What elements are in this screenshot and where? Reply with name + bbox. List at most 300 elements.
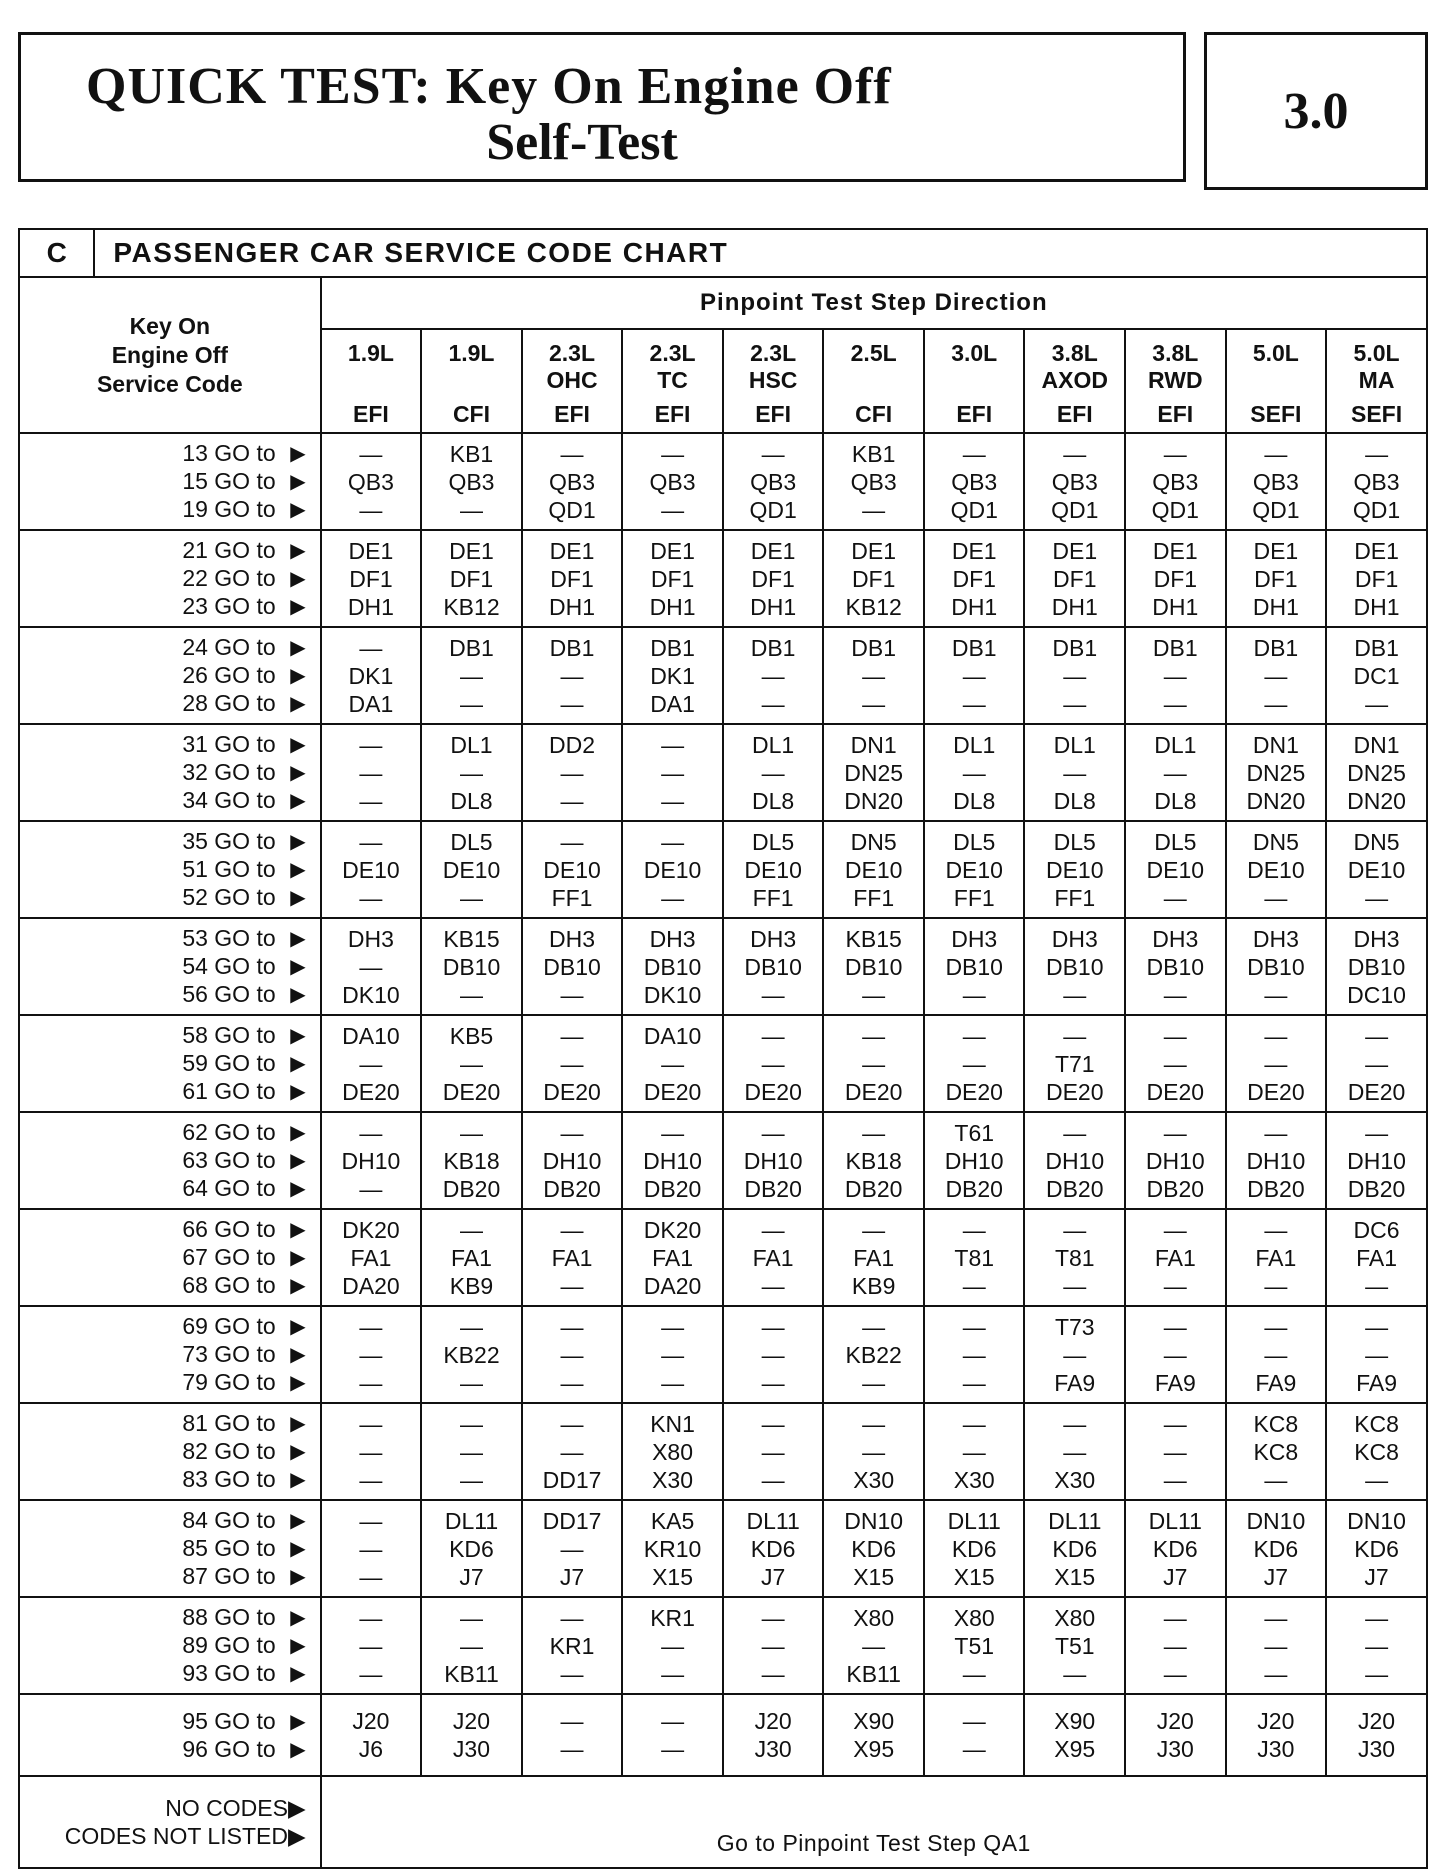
pinpoint-step-value: FA1 (853, 1244, 895, 1271)
engine-column-header (723, 329, 824, 433)
pinpoint-step-cell (823, 821, 924, 918)
pinpoint-step-value: KB12 (443, 593, 500, 620)
service-code-line (20, 1660, 306, 1688)
pinpoint-step-cell (823, 1015, 924, 1112)
pinpoint-step-cell (924, 1306, 1025, 1403)
pinpoint-step-value: DB1 (1052, 634, 1098, 661)
arrow-right-icon: ▶ (290, 1607, 306, 1629)
pinpoint-step-value: — (761, 662, 785, 689)
pinpoint-step-value: — (862, 496, 886, 523)
engine-displacement (1227, 340, 1326, 367)
pinpoint-step-cell (723, 530, 824, 627)
pinpoint-step-cell (1326, 1403, 1427, 1500)
service-code-number: 67 (182, 1244, 208, 1270)
pinpoint-step-value: — (1365, 1313, 1389, 1340)
pinpoint-step-value: — (1264, 1632, 1288, 1659)
pinpoint-step-value: — (1163, 1050, 1187, 1077)
service-code-number: 59 (182, 1050, 208, 1076)
service-code-number: 32 (182, 759, 208, 785)
go-to-label: GO to (214, 1369, 276, 1395)
pinpoint-step-value: — (761, 1438, 785, 1465)
pinpoint-step-value: — (1264, 1604, 1288, 1631)
engine-fuel-system: EFI (353, 401, 389, 427)
engine-fuel-system: SEFI (1351, 401, 1403, 427)
pinpoint-step-value: — (761, 440, 785, 467)
pinpoint-step-value: DA20 (643, 1272, 702, 1299)
pinpoint-step-value: J7 (1364, 1563, 1389, 1590)
go-to-label: GO to (214, 1341, 276, 1367)
pinpoint-step-value: FF1 (953, 884, 995, 911)
pinpoint-step-cell (723, 627, 824, 724)
pinpoint-step-value: — (459, 884, 483, 911)
pinpoint-step-value: KR1 (650, 1604, 695, 1631)
pinpoint-step-cell (421, 1403, 522, 1500)
service-code-line (20, 593, 306, 621)
service-code-line (20, 981, 306, 1009)
pinpoint-step-value: X30 (953, 1466, 995, 1493)
pinpoint-step-value: DH3 (951, 925, 998, 952)
pinpoint-step-cell (924, 1112, 1025, 1209)
pinpoint-step-value: FF1 (853, 884, 895, 911)
pinpoint-step-value: DL8 (1154, 787, 1197, 814)
pinpoint-step-value: — (560, 1410, 584, 1437)
pinpoint-step-cell (622, 530, 723, 627)
pinpoint-step-value: DK1 (650, 662, 695, 689)
go-to-label: GO to (214, 1078, 276, 1104)
pinpoint-step-value: — (359, 1507, 383, 1534)
go-to-label: GO to (214, 1507, 276, 1533)
pinpoint-step-cell (1226, 1306, 1327, 1403)
pinpoint-step-value: QB3 (347, 468, 394, 495)
service-code-line (20, 565, 306, 593)
pinpoint-step-cell (1125, 1015, 1226, 1112)
pinpoint-step-value: KB22 (845, 1341, 902, 1368)
pinpoint-step-value: DL1 (1053, 731, 1096, 758)
service-code-line (20, 731, 306, 759)
pinpoint-step-cell (1125, 821, 1226, 918)
pinpoint-step-value: — (459, 759, 483, 786)
pinpoint-step-value: DE20 (945, 1078, 1003, 1105)
pinpoint-step-cell (1024, 433, 1125, 530)
pinpoint-step-value: X95 (1054, 1736, 1096, 1762)
engine-displacement (1025, 340, 1124, 394)
pinpoint-step-cell (823, 1500, 924, 1597)
code-header-line: Service Code (96, 370, 243, 397)
pinpoint-step-value: DB1 (1354, 634, 1399, 661)
arrow-right-icon: ▶ (290, 1025, 306, 1047)
service-code-line (20, 1050, 306, 1078)
service-code-line (20, 1466, 306, 1494)
pinpoint-step-cell (723, 1015, 824, 1112)
pinpoint-step-value: — (661, 1119, 685, 1146)
pinpoint-step-value: DE10 (1146, 856, 1205, 883)
pinpoint-step-value: DF1 (1053, 565, 1097, 592)
pinpoint-step-value: FA9 (1255, 1369, 1297, 1396)
arrow-right-icon: ▶ (290, 734, 306, 756)
pinpoint-step-cell (924, 1403, 1025, 1500)
pinpoint-step-value: — (359, 1535, 383, 1562)
service-code-number: 62 (182, 1119, 208, 1145)
pinpoint-step-cell (522, 1015, 623, 1112)
pinpoint-step-value: DB10 (543, 953, 601, 980)
pinpoint-step-cell (421, 1597, 522, 1694)
pinpoint-step-value: DH3 (750, 925, 797, 952)
service-code-line (20, 1438, 306, 1466)
pinpoint-step-cell (1125, 627, 1226, 724)
go-to-label: GO to (214, 634, 276, 660)
pinpoint-step-value: X30 (853, 1466, 895, 1493)
arrow-right-icon: ▶ (290, 1316, 306, 1338)
pinpoint-step-value: DK1 (348, 662, 394, 689)
pinpoint-step-value: QB3 (448, 468, 495, 495)
arrow-right-icon: ▶ (290, 984, 306, 1006)
pinpoint-step-value: DF1 (1354, 565, 1399, 592)
engine-displacement (1126, 340, 1225, 394)
pinpoint-step-value: KB1 (851, 440, 896, 467)
table-row (19, 1306, 1427, 1403)
pinpoint-step-cell (1326, 433, 1427, 530)
pinpoint-step-cell (622, 918, 723, 1015)
service-code-cell (19, 918, 321, 1015)
pinpoint-step-value: — (1365, 1660, 1389, 1687)
pinpoint-step-value: — (459, 1438, 483, 1465)
engine-displacement (322, 340, 421, 367)
pinpoint-step-value: DN20 (1246, 787, 1306, 814)
pinpoint-step-value: DE1 (449, 537, 494, 564)
service-code-number: 79 (182, 1369, 208, 1395)
pinpoint-step-value: J7 (459, 1563, 484, 1590)
go-to-label: GO to (214, 1216, 276, 1242)
pinpoint-step-cell (924, 530, 1025, 627)
service-code-number: 54 (182, 953, 208, 979)
service-code-number: 93 (182, 1660, 208, 1686)
pinpoint-step-value: DL11 (1148, 1507, 1202, 1534)
pinpoint-step-value: — (1264, 690, 1288, 717)
pinpoint-step-value: FA1 (752, 1244, 794, 1271)
go-to-label: GO to (214, 1604, 276, 1630)
service-code-number: 21 (182, 537, 208, 563)
table-row (19, 1015, 1427, 1112)
pinpoint-step-value: DB10 (643, 953, 702, 980)
table-row (19, 1597, 1427, 1694)
pinpoint-step-value: — (1365, 1632, 1389, 1659)
service-code-line (20, 884, 306, 912)
arrow-right-icon: ▶ (290, 596, 306, 618)
pinpoint-step-value: J6 (358, 1736, 384, 1762)
pinpoint-step-value: — (359, 828, 383, 855)
pinpoint-step-value: DB10 (945, 953, 1003, 980)
service-code-number: 69 (182, 1313, 208, 1339)
pinpoint-step-cell (723, 1209, 824, 1306)
arrow-right-icon: ▶ (290, 665, 306, 687)
pinpoint-step-value: — (459, 662, 483, 689)
service-code-line (20, 690, 306, 718)
service-code-line (20, 1563, 306, 1591)
pinpoint-step-cell (1125, 1112, 1226, 1209)
pinpoint-step-value: — (560, 1438, 584, 1465)
table-row (19, 1500, 1427, 1597)
pinpoint-step-value: — (359, 1466, 383, 1493)
pinpoint-step-value: DN5 (850, 828, 897, 855)
pinpoint-step-value: DE20 (643, 1078, 702, 1105)
pinpoint-step-cell (924, 1597, 1025, 1694)
pinpoint-step-cell (321, 1500, 422, 1597)
engine-label-line: AXOD (1041, 367, 1108, 393)
pinpoint-step-value: — (359, 1313, 383, 1340)
pinpoint-step-value: KD6 (1052, 1535, 1098, 1562)
section-number: 3.0 (1204, 32, 1428, 190)
pinpoint-step-value: DE10 (543, 856, 601, 883)
engine-label-line: 2.3L (750, 340, 797, 366)
pinpoint-step-value: — (359, 731, 383, 758)
pinpoint-step-value: — (1264, 1313, 1288, 1340)
pinpoint-step-value: QB3 (549, 468, 596, 495)
pinpoint-step-value: DL8 (1053, 787, 1096, 814)
service-code-chart (18, 228, 1428, 1869)
service-code-number: 81 (182, 1410, 208, 1436)
pinpoint-step-value: — (1264, 981, 1288, 1008)
pinpoint-step-value: — (1264, 884, 1288, 911)
pinpoint-step-cell (522, 724, 623, 821)
go-to-label: GO to (214, 1147, 276, 1173)
pinpoint-step-value: KD6 (1152, 1535, 1198, 1562)
service-code-line (20, 1022, 306, 1050)
service-code-number: 23 (182, 593, 208, 619)
pinpoint-step-cell (823, 1597, 924, 1694)
pinpoint-step-value: X30 (652, 1466, 694, 1493)
pinpoint-step-value: DH10 (643, 1147, 702, 1174)
pinpoint-step-value: DE1 (750, 537, 796, 564)
arrow-right-icon: ▶ (287, 1822, 306, 1849)
arrow-right-icon: ▶ (290, 1441, 306, 1463)
pinpoint-step-value: DH3 (1152, 925, 1199, 952)
pinpoint-step-value: DN20 (1347, 787, 1406, 814)
engine-column-header (1226, 329, 1327, 433)
go-to-label: GO to (214, 1735, 276, 1762)
pinpoint-step-value: — (1264, 662, 1288, 689)
pinpoint-step-cell (1226, 1209, 1327, 1306)
engine-label-line: 5.0L (1353, 340, 1400, 366)
pinpoint-step-cell (1326, 918, 1427, 1015)
engine-label-line: 3.8L (1051, 340, 1098, 366)
pinpoint-step-cell (421, 1500, 522, 1597)
pinpoint-step-value: DE20 (1247, 1078, 1305, 1105)
engine-fuel-system: CFI (855, 401, 893, 427)
pinpoint-step-value: T71 (1054, 1050, 1095, 1077)
pinpoint-step-cell (823, 1209, 924, 1306)
pinpoint-step-cell (622, 724, 723, 821)
pinpoint-step-value: FF1 (1054, 884, 1096, 911)
pinpoint-step-value: DK20 (643, 1216, 702, 1243)
service-code-line (20, 828, 306, 856)
pinpoint-step-value: — (359, 496, 383, 523)
pinpoint-step-value: — (962, 1022, 986, 1049)
pinpoint-step-value: — (1264, 1660, 1288, 1687)
pinpoint-step-cell (522, 530, 623, 627)
service-code-number: 85 (182, 1535, 208, 1561)
pinpoint-step-value: FF1 (752, 884, 794, 911)
engine-column-header (924, 329, 1025, 433)
pinpoint-step-cell (1226, 1112, 1327, 1209)
table-row (19, 627, 1427, 724)
pinpoint-step-value: J30 (1358, 1736, 1396, 1762)
pinpoint-step-value: DB10 (442, 953, 501, 980)
service-code-line (20, 1119, 306, 1147)
pinpoint-step-value: — (560, 690, 584, 717)
pinpoint-step-value: — (1264, 440, 1288, 467)
engine-displacement (1327, 340, 1426, 394)
pinpoint-step-value: — (862, 1410, 886, 1437)
pinpoint-step-cell (522, 1306, 623, 1403)
pinpoint-step-cell (1024, 1597, 1125, 1694)
pinpoint-step-value: DE1 (549, 537, 595, 564)
go-to-label: GO to (214, 731, 276, 757)
pinpoint-step-cell (924, 1015, 1025, 1112)
pinpoint-step-value: T51 (954, 1632, 995, 1659)
go-to-label: GO to (214, 1175, 276, 1201)
pinpoint-step-value: DE1 (1052, 537, 1098, 564)
pinpoint-step-cell (723, 724, 824, 821)
pinpoint-step-cell (622, 1403, 723, 1500)
pinpoint-step-value: — (962, 981, 986, 1008)
pinpoint-step-value: DE20 (844, 1078, 903, 1105)
engine-displacement (623, 340, 722, 394)
pinpoint-step-cell (522, 918, 623, 1015)
pinpoint-step-value: — (459, 1632, 483, 1659)
pinpoint-step-value: DN10 (844, 1507, 904, 1534)
pinpoint-step-value: — (1063, 690, 1087, 717)
go-to-label: GO to (214, 440, 276, 466)
pinpoint-step-value: X30 (1054, 1466, 1096, 1493)
pinpoint-step-value: X80 (853, 1604, 895, 1631)
pinpoint-step-value: — (359, 953, 383, 980)
pinpoint-step-value: T61 (954, 1119, 995, 1146)
pinpoint-step-value: — (862, 1050, 886, 1077)
pinpoint-step-cell (723, 821, 824, 918)
pinpoint-step-value: DE10 (1247, 856, 1305, 883)
pinpoint-step-value: DB10 (1045, 953, 1104, 980)
pinpoint-step-cell (723, 1306, 824, 1403)
pinpoint-step-value: KB5 (449, 1022, 494, 1049)
go-to-label: GO to (214, 981, 276, 1007)
service-code-line (20, 1632, 306, 1660)
pinpoint-step-value: — (862, 981, 886, 1008)
pinpoint-step-cell (622, 1015, 723, 1112)
arrow-right-icon: ▶ (290, 568, 306, 590)
pinpoint-step-value: DA1 (348, 690, 394, 717)
pinpoint-step-value: — (1163, 440, 1187, 467)
go-to-label: GO to (214, 1119, 276, 1145)
service-code-line (20, 496, 306, 524)
pinpoint-step-value: DB1 (650, 634, 695, 661)
pinpoint-step-cell (321, 1694, 422, 1776)
service-code-line (20, 1216, 306, 1244)
pinpoint-step-cell (421, 1694, 522, 1776)
pinpoint-step-value: — (560, 1216, 584, 1243)
pinpoint-step-value: DH1 (649, 593, 696, 620)
pinpoint-step-cell (321, 1306, 422, 1403)
pinpoint-step-value: DE1 (951, 537, 997, 564)
pinpoint-step-value: DL8 (953, 787, 996, 814)
pinpoint-step-value: DE10 (945, 856, 1003, 883)
service-code-number: 63 (182, 1147, 208, 1173)
pinpoint-step-value: T73 (1054, 1313, 1095, 1340)
pinpoint-step-value: — (1063, 981, 1087, 1008)
arrow-right-icon: ▶ (290, 928, 306, 950)
go-to-label: GO to (214, 856, 276, 882)
engine-label-line: 2.3L (549, 340, 596, 366)
service-code-line (20, 1535, 306, 1563)
pinpoint-step-cell (522, 1694, 623, 1776)
pinpoint-step-value: — (1063, 440, 1087, 467)
service-code-line (20, 440, 306, 468)
pinpoint-step-value: DC10 (1347, 981, 1406, 1008)
pinpoint-step-cell (924, 918, 1025, 1015)
pinpoint-step-value: DH3 (1252, 925, 1299, 952)
service-code-number: 89 (182, 1632, 208, 1658)
pinpoint-step-value: KB9 (851, 1272, 896, 1299)
service-code-cell (19, 627, 321, 724)
pinpoint-step-value: DB10 (1146, 953, 1205, 980)
pinpoint-step-value: DE10 (1347, 856, 1406, 883)
service-code-number: 87 (182, 1563, 208, 1589)
pinpoint-step-cell (823, 433, 924, 530)
service-code-number: 52 (182, 884, 208, 910)
engine-label-line: 5.0L (1252, 340, 1299, 366)
pinpoint-step-cell (421, 530, 522, 627)
pinpoint-step-value: J20 (754, 1708, 792, 1734)
pinpoint-step-value: DL5 (953, 828, 996, 855)
pinpoint-step-cell (1125, 1209, 1226, 1306)
service-code-number: 22 (182, 565, 208, 591)
pinpoint-step-value: — (1264, 1466, 1288, 1493)
pinpoint-step-value: — (761, 1050, 785, 1077)
pinpoint-step-value: DE10 (643, 856, 702, 883)
service-code-cell (19, 1500, 321, 1597)
arrow-right-icon: ▶ (290, 1635, 306, 1657)
pinpoint-step-value: — (761, 981, 785, 1008)
footer-codes-cell (19, 1776, 321, 1868)
code-header-line: Engine Off (111, 341, 228, 368)
pinpoint-step-value: — (862, 1119, 886, 1146)
service-code-line (20, 1507, 306, 1535)
pinpoint-step-cell (924, 1694, 1025, 1776)
pinpoint-step-value: — (359, 1660, 383, 1687)
pinpoint-step-value: QB3 (649, 468, 696, 495)
pinpoint-step-value: DE20 (1146, 1078, 1205, 1105)
pinpoint-step-value: KB11 (444, 1660, 499, 1687)
pinpoint-step-value: — (1063, 1119, 1087, 1146)
pinpoint-step-value: J30 (1156, 1736, 1194, 1762)
pinpoint-step-value: X15 (652, 1563, 694, 1590)
pinpoint-step-value: — (1264, 1022, 1288, 1049)
service-code-number: 51 (182, 856, 208, 882)
pinpoint-step-value: DE20 (1347, 1078, 1406, 1105)
pinpoint-step-value: — (359, 440, 383, 467)
pinpoint-step-value: QB3 (1051, 468, 1098, 495)
service-code-number: 28 (182, 690, 208, 716)
pinpoint-step-value: — (962, 440, 986, 467)
go-to-label: GO to (214, 953, 276, 979)
pinpoint-step-value: KB18 (845, 1147, 902, 1174)
pinpoint-step-value: — (359, 1175, 383, 1202)
pinpoint-step-value: — (1163, 1410, 1187, 1437)
go-to-label: GO to (214, 565, 276, 591)
arrow-right-icon: ▶ (290, 1178, 306, 1200)
pinpoint-step-value: — (560, 759, 584, 786)
pinpoint-step-value: FA9 (1356, 1369, 1398, 1396)
service-code-number: 31 (182, 731, 208, 757)
